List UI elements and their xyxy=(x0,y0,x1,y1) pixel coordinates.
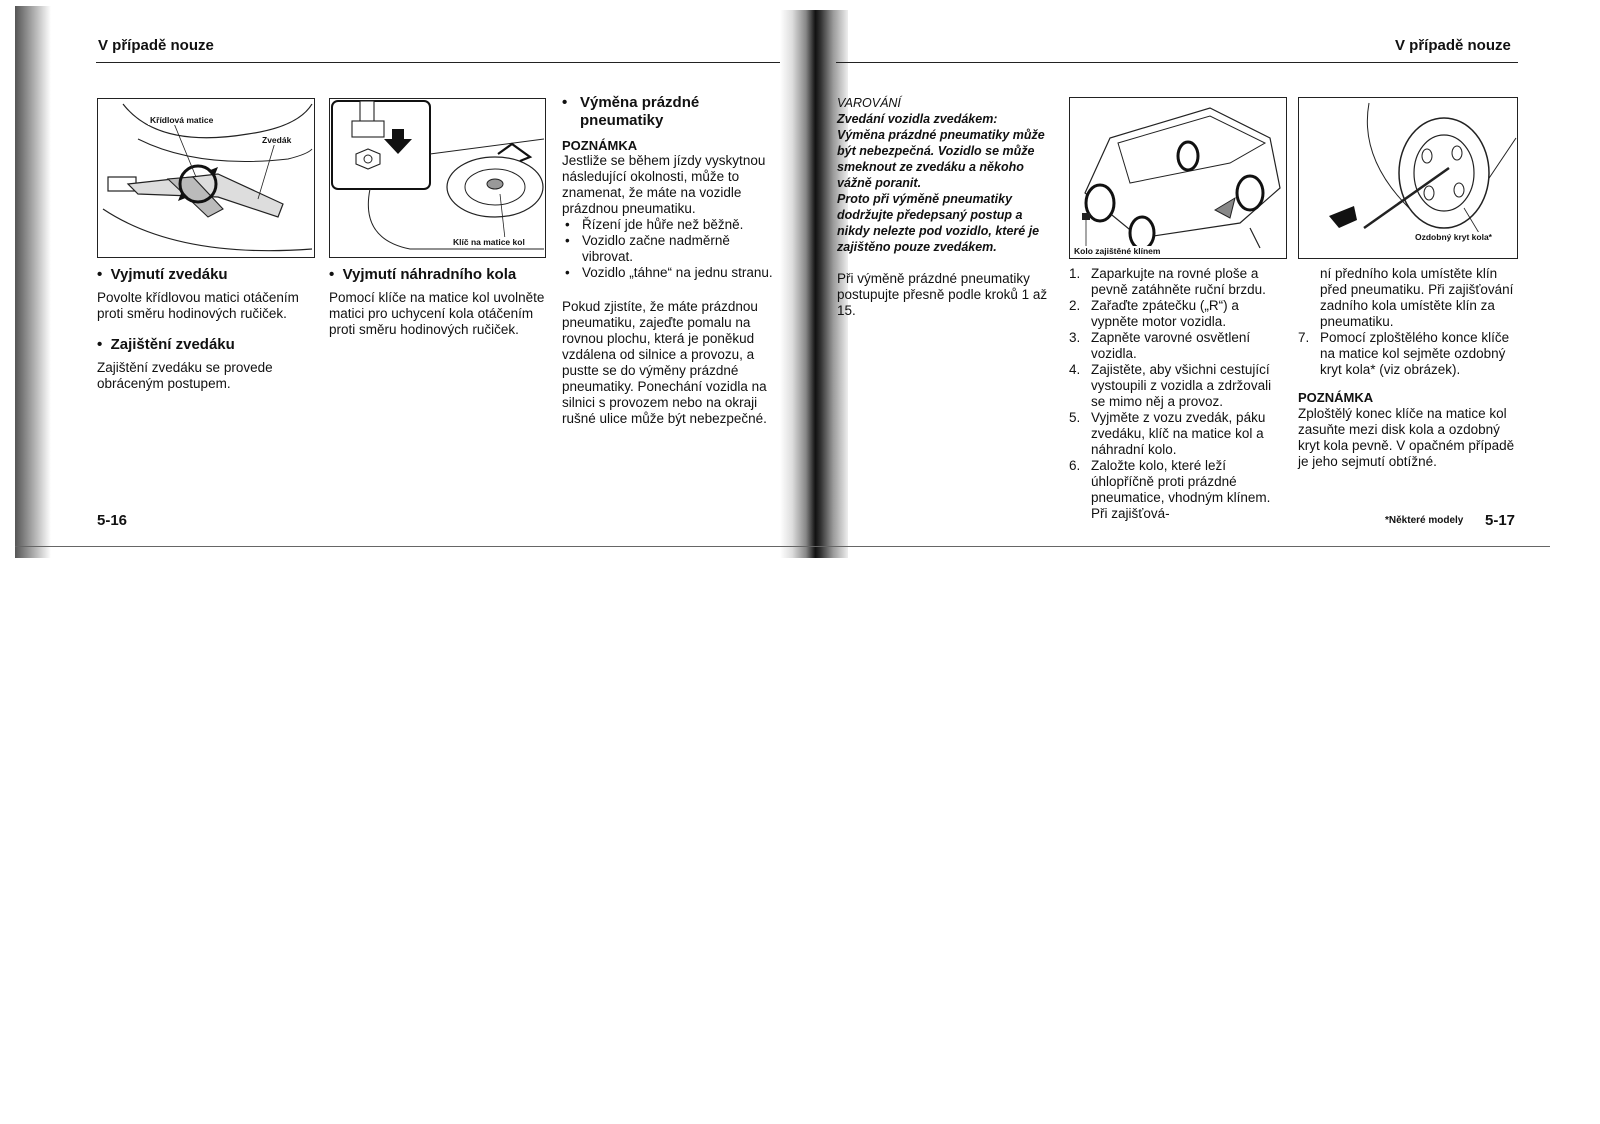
step6-continued: ní předního kola umístěte klín před pneumatiku. Při zajišťování zadního kola umístěte klín za pneumatiku. xyxy=(1320,266,1514,329)
warning-box xyxy=(837,95,1055,319)
list-item xyxy=(1069,458,1286,522)
remove-jack-heading xyxy=(97,266,317,284)
step-text: Zařaďte zpátečku („R“) a vypněte motor vozidla. xyxy=(1091,298,1239,329)
step-number: 1. xyxy=(1069,266,1081,281)
left-column-3 xyxy=(562,94,780,427)
steps-column-2 xyxy=(1298,266,1516,470)
right-page-header: V případě nouze xyxy=(1395,37,1511,54)
pull-over-text: Pokud zjistíte, že máte prázdnou pneumatiku, zajeďte pomalu na rovnou plochu, která je poněkud vzdálena od silnice a provozu, a pustte se do výměny prázdné pneumatiky. Ponechání vozidla na silnici s provozem nebo na okraji rušné ulice může být nebezpečné. xyxy=(562,299,767,426)
steps-list xyxy=(1069,266,1286,522)
wheel-cover-label: Ozdobný kryt kola* xyxy=(1415,232,1492,242)
left-page-number: 5-16 xyxy=(97,512,128,529)
list-item xyxy=(1069,362,1286,410)
list-item xyxy=(1069,298,1286,330)
step-text: Pomocí zploštělého konce klíče na matice kol sejměte ozdobný kryt kola* (viz obrázek). xyxy=(1320,330,1510,377)
step-text: Založte kolo, které leží úhlopříčně proti prázdné pneumatice, vhodným klínem. Při zajišťová- xyxy=(1091,458,1271,521)
spare-wheel-figure xyxy=(329,98,546,258)
steps-column xyxy=(1069,266,1286,522)
remove-spare-heading-text: Vyjmutí náhradního kola xyxy=(342,266,517,283)
step-number: 3. xyxy=(1069,330,1081,345)
step-text: Zajistěte, aby všichni cestující vystoupili z vozidla a zdržovali se mimo něj a provoz. xyxy=(1091,362,1272,409)
right-header-rule xyxy=(836,62,1518,63)
right-page-number: 5-17 xyxy=(1485,512,1516,529)
step-text: Zapněte varovné osvětlení vozidla. xyxy=(1091,330,1251,361)
step-number: 2. xyxy=(1069,298,1081,313)
replace-tire-heading xyxy=(562,94,780,130)
note-heading-right: POZNÁMKA xyxy=(1298,390,1374,405)
bullet-icon: • xyxy=(329,266,343,283)
bullet-icon: • xyxy=(562,94,568,111)
remove-spare-text: Pomocí klíče na matice kol uvolněte matici pro uchycení kola otáčením proti směru hodinových ručiček. xyxy=(329,290,545,337)
jack-label: Zvedák xyxy=(262,135,292,145)
bullet-icon: • xyxy=(97,336,111,353)
symptom-list xyxy=(562,217,780,281)
remove-jack-heading-text: Vyjmutí zvedáku xyxy=(110,266,228,283)
list-item xyxy=(1069,266,1286,298)
secure-jack-heading xyxy=(97,336,317,354)
list-item xyxy=(1069,330,1286,362)
left-column-2 xyxy=(329,266,549,338)
secure-jack-heading-text: Zajištění zvedáku xyxy=(110,336,235,353)
left-page-header: V případě nouze xyxy=(98,37,214,54)
note-heading: POZNÁMKA xyxy=(562,138,638,153)
warning-text-2: Proto při výměně pneumatiky dodržujte předepsaný postup a nikdy nelezte pod vozidlo, které je zajištěno pouze zvedákem. xyxy=(837,192,1040,254)
car-illustration xyxy=(1070,98,1286,258)
remove-jack-text: Povolte křídlovou matici otáčením proti směru hodinových ručiček. xyxy=(97,290,299,321)
spare-wheel-illustration xyxy=(330,99,545,257)
scan-left-edge xyxy=(15,6,51,558)
note-text-right: Zploštělý konec klíče na matice kol zasuňte mezi disk kola a ozdobný kryt kola pevně. V opačném případě je jeho sejmutí obtížné. xyxy=(1298,406,1515,469)
wheel-cover-figure xyxy=(1298,97,1518,259)
chock-label: Kolo zajištěné klínem xyxy=(1074,246,1161,256)
warning-text-1: Výměna prázdné pneumatiky může být nebezpečná. Vozidlo se může smeknout ze zvedáku a někoho vážně poranit. xyxy=(837,128,1045,190)
list-item: • Vozidlo začne nadměrně vibrovat. xyxy=(562,233,780,265)
jack-figure xyxy=(97,98,315,258)
remove-spare-heading xyxy=(329,266,549,284)
note-text: Jestliže se během jízdy vyskytnou následující okolnosti, může to znamenat, že máte na vozidle prázdnou pneumatiku. xyxy=(562,153,766,216)
replace-tire-heading-text: Výměna prázdné pneumatiky xyxy=(580,94,700,129)
left-header-rule xyxy=(96,62,780,63)
step-number: 4. xyxy=(1069,362,1081,377)
page-bottom-edge xyxy=(15,546,1550,547)
intro-text: Při výměně prázdné pneumatiky postupujte přesně podle kroků 1 až 15. xyxy=(837,271,1048,318)
warning-title: VAROVÁNÍ xyxy=(837,96,901,110)
wing-nut-label: Křídlová matice xyxy=(150,115,214,125)
step-number: 6. xyxy=(1069,458,1081,473)
step-text: Zaparkujte na rovné ploše a pevně zatáhněte ruční brzdu. xyxy=(1091,266,1266,297)
car-chock-figure xyxy=(1069,97,1287,259)
left-column-1 xyxy=(97,266,317,392)
bullet-icon: • xyxy=(97,266,111,283)
list-item xyxy=(1069,410,1286,458)
step-text: Vyjměte z vozu zvedák, páku zvedáku, klíč na matice kol a náhradní kolo. xyxy=(1091,410,1266,457)
wrench-label: Klíč na matice kol xyxy=(453,237,525,247)
secure-jack-text: Zajištění zvedáku se provede obráceným postupem. xyxy=(97,360,273,391)
step-number: 5. xyxy=(1069,410,1081,425)
steps-list-2 xyxy=(1298,330,1516,378)
list-item: • Vozidlo „táhne“ na jednu stranu. xyxy=(562,265,780,281)
step-number: 7. xyxy=(1298,330,1310,345)
list-item xyxy=(1298,330,1516,378)
warning-subtitle: Zvedání vozidla zvedákem: xyxy=(837,112,998,126)
list-item: • Řízení jde hůře než běžně. xyxy=(562,217,780,233)
footnote: *Některé modely xyxy=(1385,515,1464,526)
